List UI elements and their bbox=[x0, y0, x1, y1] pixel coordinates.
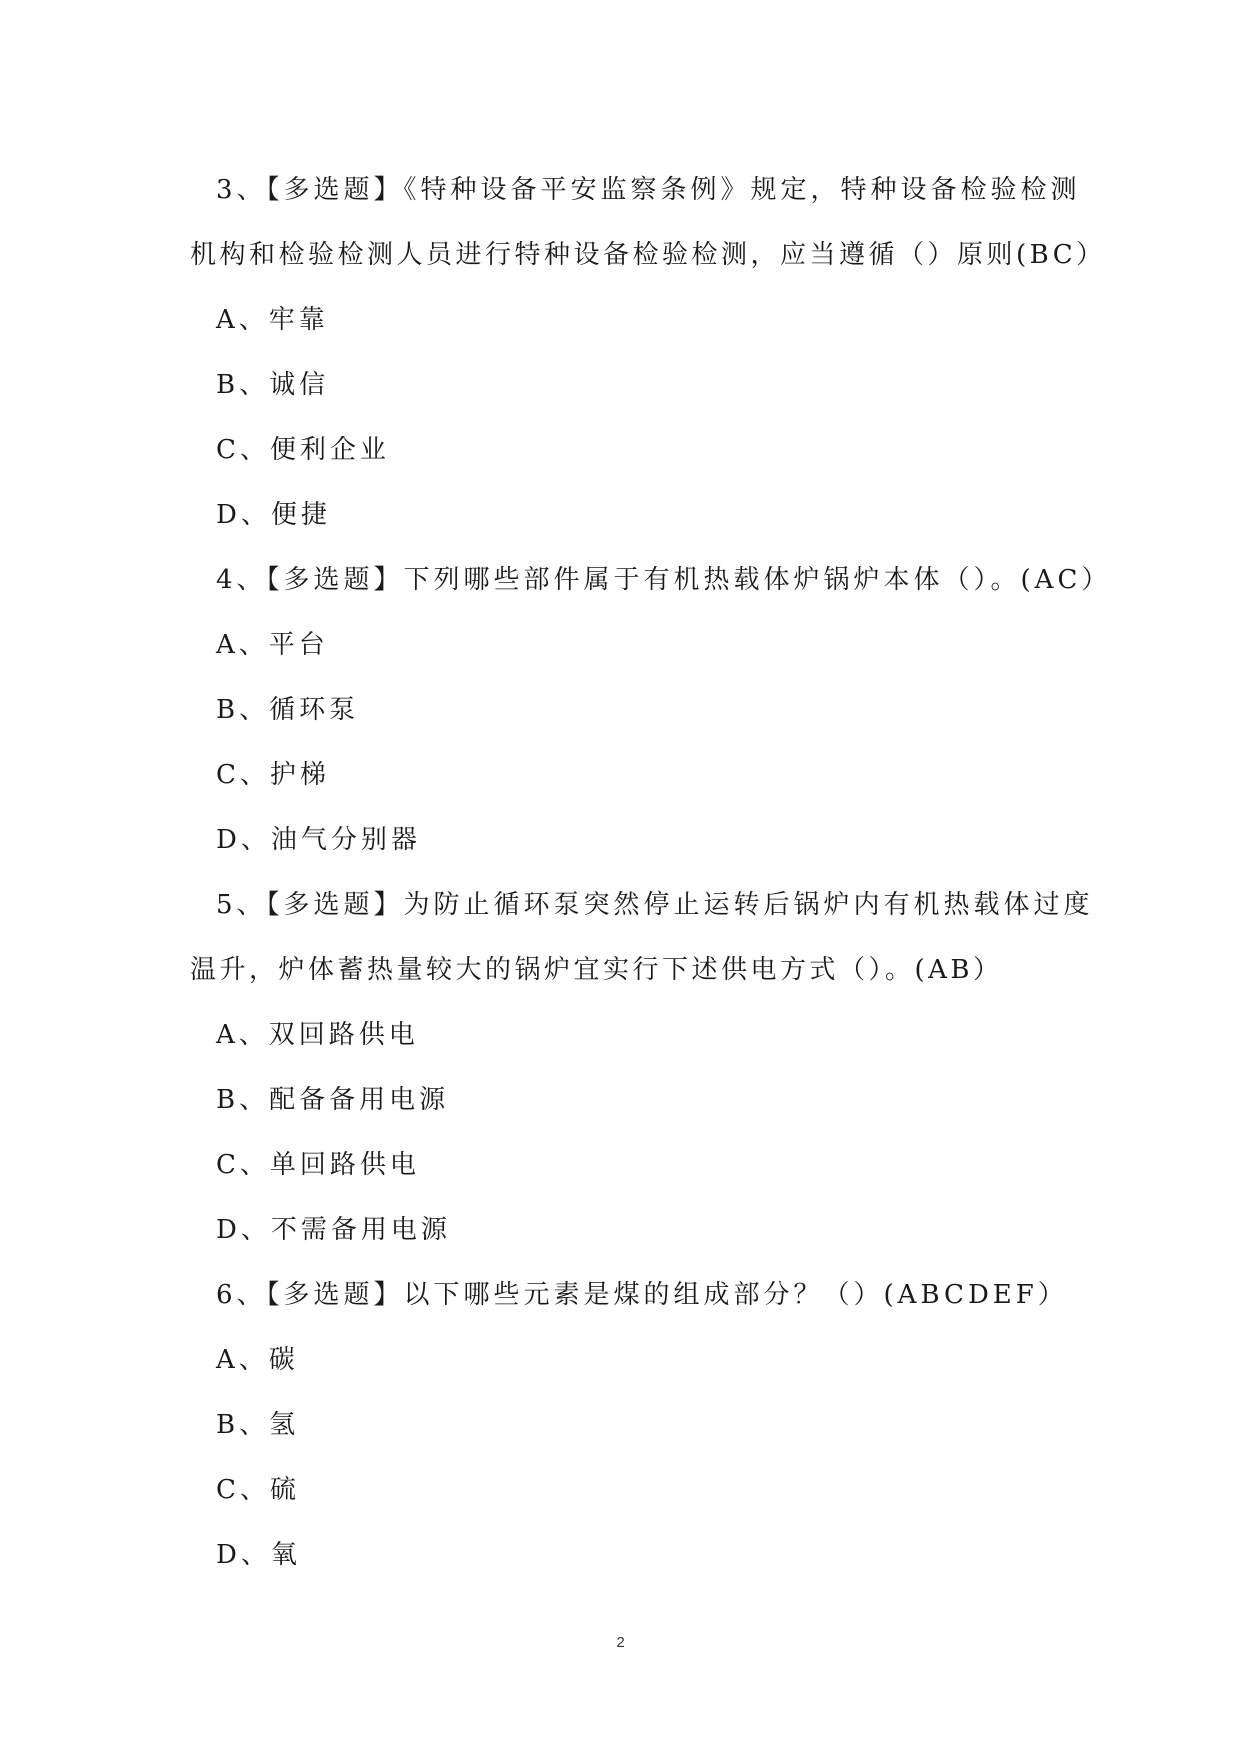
question-6-option-a: A、碳 bbox=[216, 1345, 299, 1375]
question-3-option-d: D、便捷 bbox=[216, 500, 331, 530]
question-4-option-b: B、循环泵 bbox=[216, 695, 360, 725]
question-3-stem-line-2: 机构和检验检测人员进行特种设备检验检测，应当遵循（）原则(BC） bbox=[190, 240, 1106, 270]
question-list bbox=[190, 158, 1112, 1588]
question-6-option-b: B、氢 bbox=[216, 1410, 300, 1440]
question-5-option-d: D、不需备用电源 bbox=[216, 1215, 451, 1245]
question-3-stem-line-1: 3、【多选题】《特种设备平安监察条例》规定，特种设备检验检测 bbox=[216, 175, 1081, 205]
question-5-option-c: C、单回路供电 bbox=[216, 1150, 420, 1180]
question-5-stem-line-2: 温升，炉体蓄热量较大的锅炉宜实行下述供电方式（）。(AB） bbox=[190, 955, 1003, 985]
question-4-option-d: D、油气分别器 bbox=[216, 825, 421, 855]
question-4-option-a: A、平台 bbox=[216, 630, 329, 660]
question-6-stem-line-1: 6、【多选题】以下哪些元素是煤的组成部分？（）(ABCDEF） bbox=[216, 1280, 1068, 1310]
page-number: 2 bbox=[616, 1634, 625, 1651]
question-4-option-c: C、护梯 bbox=[216, 760, 330, 790]
question-3-option-b: B、诚信 bbox=[216, 370, 330, 400]
question-6-option-c: C、硫 bbox=[216, 1475, 300, 1505]
question-5-option-a: A、双回路供电 bbox=[216, 1020, 419, 1050]
question-3-option-c: C、便利企业 bbox=[216, 435, 390, 465]
question-5-option-b: B、配备备用电源 bbox=[216, 1085, 450, 1115]
question-4-stem-line-1: 4、【多选题】下列哪些部件属于有机热载体炉锅炉本体（）。(AC） bbox=[216, 565, 1112, 595]
question-6-option-d: D、氧 bbox=[216, 1540, 301, 1570]
question-5-stem-line-1: 5、【多选题】为防止循环泵突然停止运转后锅炉内有机热载体过度 bbox=[216, 890, 1094, 920]
question-3-option-a: A、牢靠 bbox=[216, 305, 329, 335]
